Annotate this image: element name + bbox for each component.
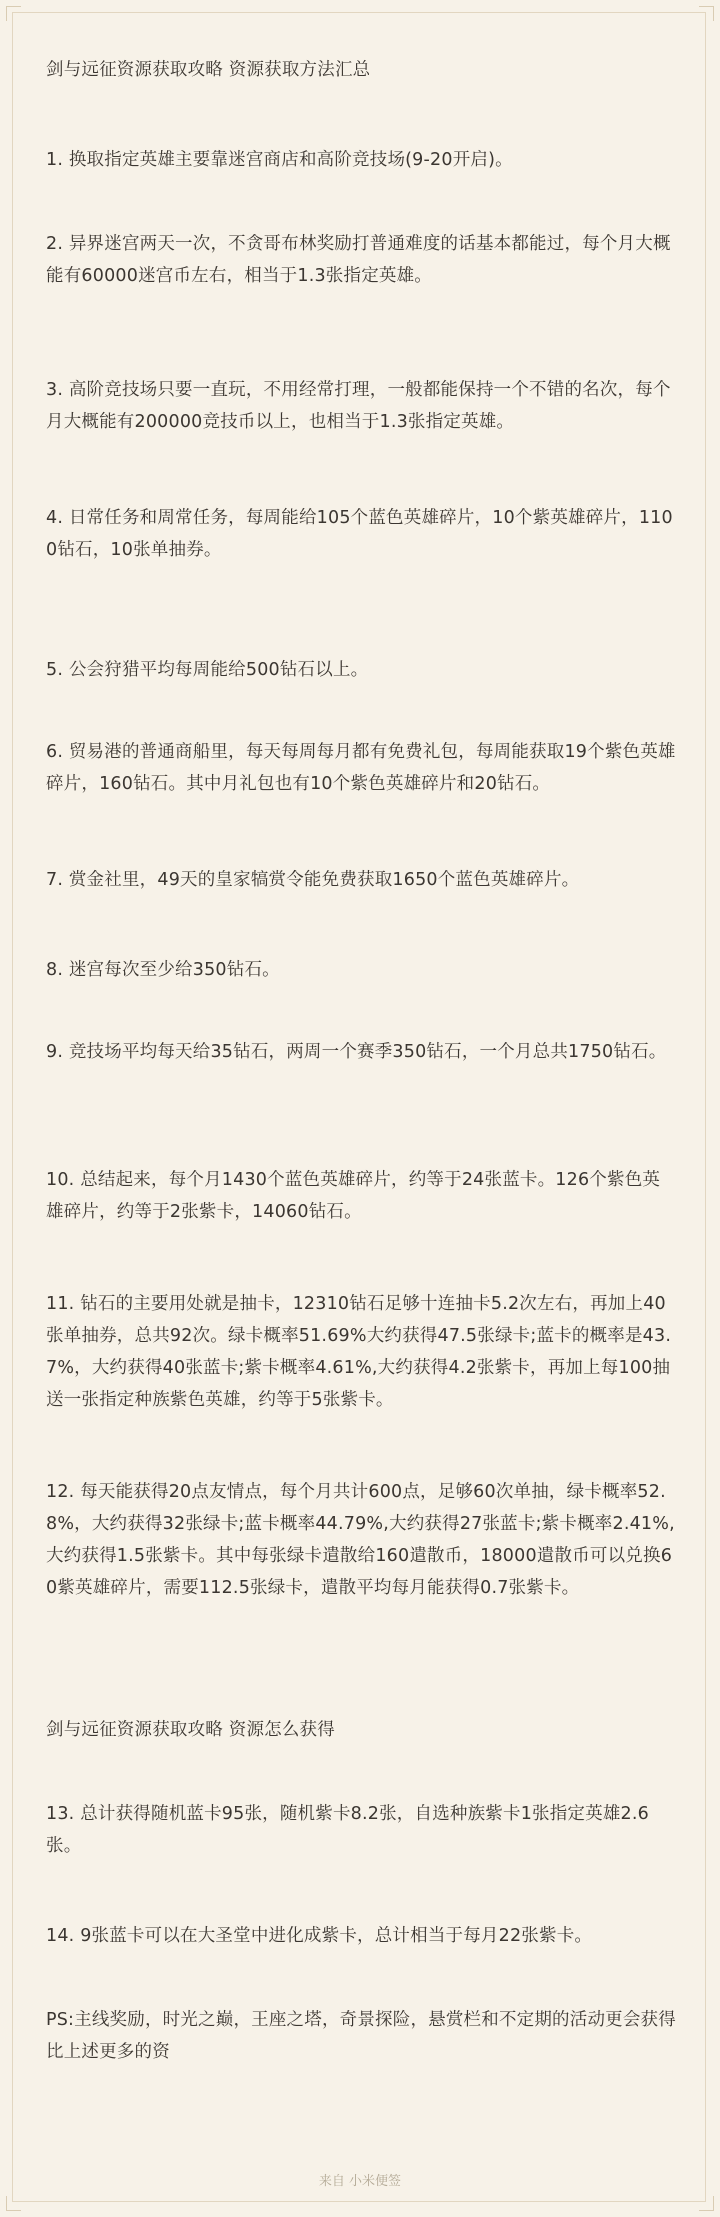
note-paragraph-5: 5. 公会狩猎平均每周能给500钻石以上。	[46, 660, 369, 680]
note-paragraph-6: 6. 贸易港的普通商船里，每天每周每月都有免费礼包，每周能获取19个紫色英雄碎片，160钻石。其中月礼包也有10个紫色英雄碎片和20钻石。	[46, 742, 676, 794]
frame-corner-top-left	[6, 6, 21, 21]
note-paragraph-3: 3. 高阶竞技场只要一直玩，不用经常打理，一般都能保持一个不错的名次，每个月大概能有200000竞技币以上，也相当于1.3张指定英雄。	[46, 380, 671, 432]
note-paragraph-7: 7. 赏金社里，49天的皇家犒赏令能免费获取1650个蓝色英雄碎片。	[46, 870, 580, 890]
note-heading-2: 剑与远征资源获取攻略 资源怎么获得	[46, 1720, 335, 1740]
note-source-footer: 来自 小米便签	[318, 2174, 402, 2189]
note-paragraph-12: 12. 每天能获得20点友情点，每个月共计600点，足够60次单抽，绿卡概率52.8%，大约获得32张绿卡;蓝卡概率44.79%,大约获得27张蓝卡;紫卡概率2.41%,大约获得1.5张紫卡。其中每张绿卡遣散给160遣散币，18000遣散币可以兑换60紫英雄碎片，需要112.5张绿卡，遣散平均每月能获得0.7张紫卡。	[46, 1482, 675, 1598]
note-paragraph-9: 9. 竞技场平均每天给35钻石，两周一个赛季350钻石，一个月总共1750钻石。	[46, 1042, 667, 1062]
note-paragraph-1: 1. 换取指定英雄主要靠迷宫商店和高阶竞技场(9-20开启)。	[46, 150, 513, 170]
note-paragraph-11: 11. 钻石的主要用处就是抽卡，12310钻石足够十连抽卡5.2次左右，再加上40张单抽券，总共92次。绿卡概率51.69%大约获得47.5张绿卡;蓝卡的概率是43.7%，大约获得40张蓝卡;紫卡概率4.61%,大约获得4.2张紫卡，再加上每100抽送一张指定种族紫色英雄，约等于5张紫卡。	[46, 1294, 672, 1410]
note-paragraph-2: 2. 异界迷宫两天一次，不贪哥布林奖励打普通难度的话基本都能过，每个月大概能有60000迷宫币左右，相当于1.3张指定英雄。	[46, 234, 671, 286]
frame-corner-bottom-right	[699, 2196, 714, 2211]
note-heading-1: 剑与远征资源获取攻略 资源获取方法汇总	[46, 60, 371, 80]
frame-corner-bottom-left	[6, 2196, 21, 2211]
note-paragraph-8: 8. 迷宫每次至少给350钻石。	[46, 960, 280, 980]
frame-corner-top-right	[699, 6, 714, 21]
note-paragraph-4: 4. 日常任务和周常任务，每周能给105个蓝色英雄碎片，10个紫英雄碎片，1100钻石，10张单抽券。	[46, 508, 673, 560]
note-frame	[12, 12, 706, 2202]
note-paragraph-14: 14. 9张蓝卡可以在大圣堂中进化成紫卡，总计相当于每月22张紫卡。	[46, 1926, 593, 1946]
note-paragraph-ps: PS:主线奖励，时光之巅，王座之塔，奇景探险，悬赏栏和不定期的活动更会获得比上述更多的资	[46, 2010, 676, 2062]
note-paragraph-13: 13. 总计获得随机蓝卡95张，随机紫卡8.2张，自选种族紫卡1张指定英雄2.6张。	[46, 1804, 649, 1856]
note-paragraph-10: 10. 总结起来，每个月1430个蓝色英雄碎片，约等于24张蓝卡。126个紫色英雄碎片，约等于2张紫卡，14060钻石。	[46, 1170, 661, 1222]
